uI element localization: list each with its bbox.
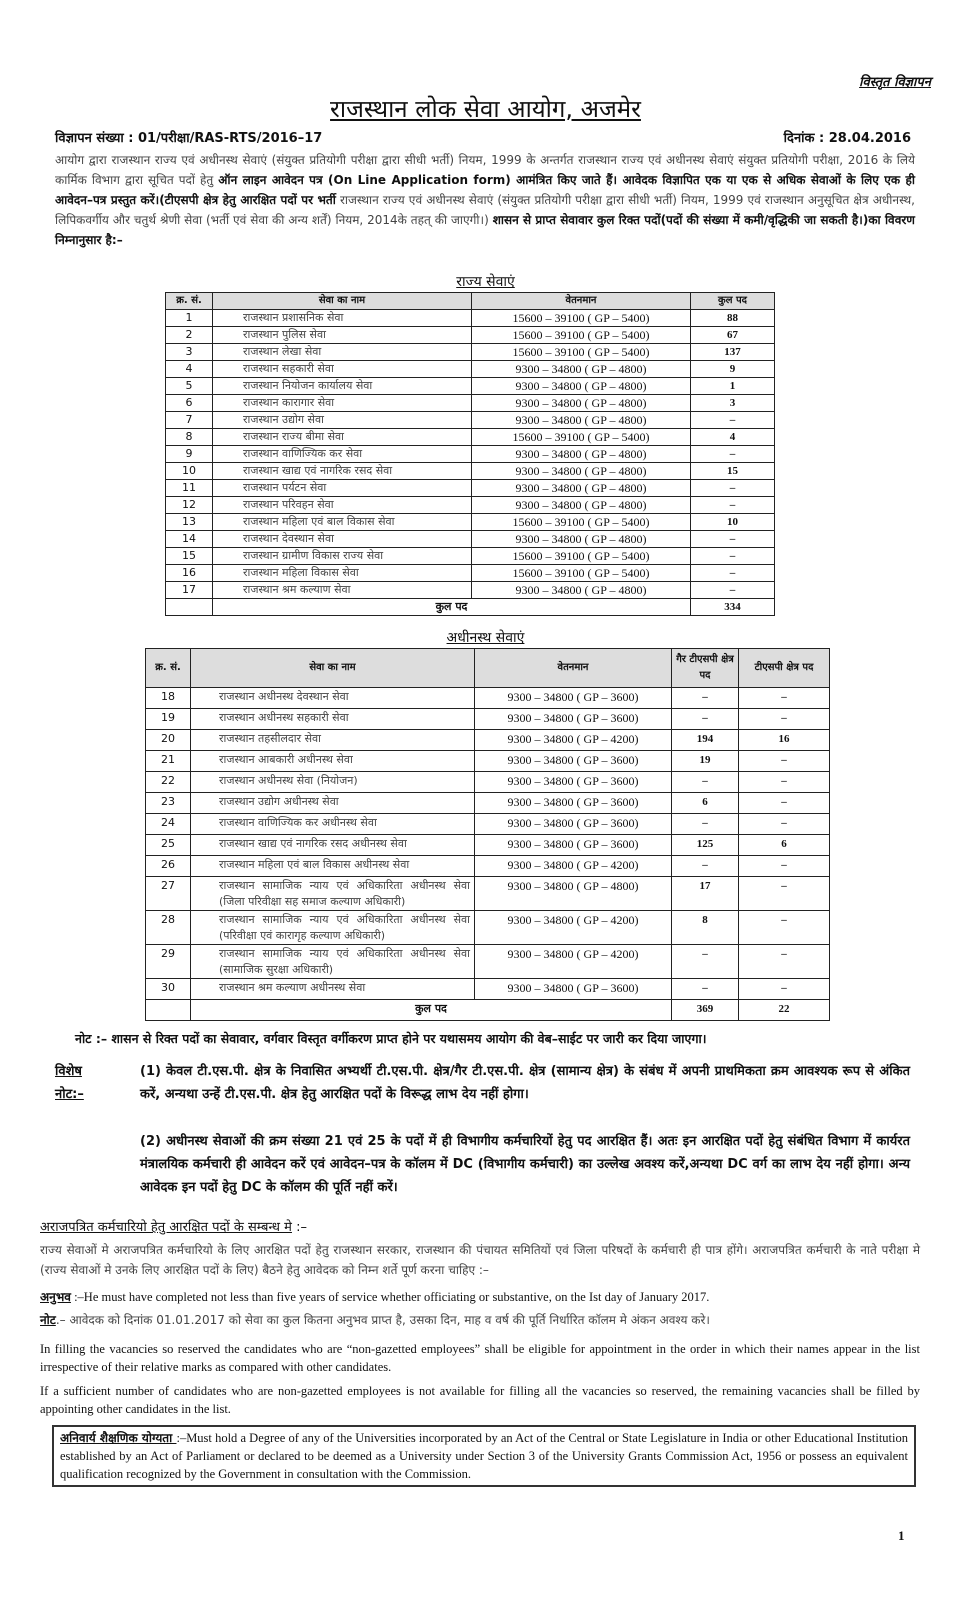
table-cell: 9300 – 34800 ( GP – 4800) <box>472 497 691 514</box>
table-cell: राजस्थान महिला विकास सेवा <box>213 565 472 582</box>
total-label: कुल पद <box>213 599 691 616</box>
detailed-ad-tag: विस्तृत विज्ञापन <box>859 75 931 90</box>
subordinate-services-heading: अधीनस्थ सेवाएं <box>446 630 525 646</box>
table-cell: 4 <box>691 429 775 446</box>
table-row <box>166 582 775 599</box>
table-row <box>166 429 775 446</box>
table-cell: – <box>739 979 830 1000</box>
table-cell: 15600 – 39100 ( GP – 5400) <box>472 327 691 344</box>
total-label: कुल पद <box>191 1000 672 1021</box>
table-cell: 15600 – 39100 ( GP – 5400) <box>472 548 691 565</box>
table-cell: – <box>691 531 775 548</box>
table-cell: – <box>739 793 830 814</box>
table-cell: 9300 – 34800 ( GP – 4800) <box>475 877 672 911</box>
table-cell: राजस्थान अधीनस्थ सहकारी सेवा <box>191 709 475 730</box>
table-cell: 9300 – 34800 ( GP – 4200) <box>475 945 672 979</box>
table-cell: राजस्थान तहसीलदार सेवा <box>191 730 475 751</box>
table-cell: 2 <box>166 327 213 344</box>
table-cell: – <box>739 751 830 772</box>
table-cell: 9300 – 34800 ( GP – 3600) <box>475 979 672 1000</box>
page-title: राजस्थान लोक सेवा आयोग, अजमेर <box>330 95 641 123</box>
intro-text-1: आयोग द्वारा राजस्थान राज्य एवं अधीनस्थ सेवाएं (संयुक्त प्रतियोगी परीक्षा द्वारा सीधी भर्ती) नियम, 1999 के अन्तर्गत राजस्थान राज्य एवं अधीनस्थ सेवाएं संयुक्त प्रतियोगी परीक्षा, 2016 के लिये कार्मिक विभाग द्वारा सूचित पदों हेतु <box>55 153 915 187</box>
table-row <box>146 877 830 911</box>
table-cell: – <box>672 856 739 877</box>
table-cell: – <box>691 480 775 497</box>
table-row <box>146 709 830 730</box>
table-cell: 9300 – 34800 ( GP – 4800) <box>472 378 691 395</box>
table-cell: 17 <box>672 877 739 911</box>
table-row <box>146 751 830 772</box>
table-cell: 3 <box>166 344 213 361</box>
special-note-label-text: विशेष नोट:– <box>55 1064 84 1102</box>
table-cell: राजस्थान नियोजन कार्यालय सेवा <box>213 378 472 395</box>
table-cell: 9300 – 34800 ( GP – 4200) <box>475 856 672 877</box>
table-cell: 88 <box>691 310 775 327</box>
table-cell: राजस्थान सामाजिक न्याय एवं अधिकारिता अधीनस्थ सेवा (परिवीक्षा एवं कारागृह कल्याण अधिकारी) <box>191 911 475 945</box>
table-row <box>166 548 775 565</box>
col-header: गैर टीएसपी क्षेत्र पद <box>672 649 739 688</box>
table-row <box>166 531 775 548</box>
special-note-2: (2) अधीनस्थ सेवाओं की क्रम संख्या 21 एवं 25 के पदों में ही विभागीय कर्मचारियों हेतु पद आरक्षित हैं। अतः इन आरक्षित पदों हेतु संबंधित विभाग में कार्यरत मंत्रालयिक कर्मचारी ही आवेदन करें एवं आवेदन–पत्र के कॉलम में DC (विभागीय कर्मचारी) का उल्लेख अवश्य करें,अन्यथा DC वर्ग का लाभ देय नहीं होगा। अन्य आवेदक इन पदों हेतु DC के कॉलम की पूर्ति नहीं करें। <box>140 1134 910 1195</box>
table-cell: 9300 – 34800 ( GP – 4800) <box>472 446 691 463</box>
table-cell: 1 <box>166 310 213 327</box>
qualification-label: अनिवार्य शैक्षणिक योग्यता <box>60 1431 177 1445</box>
col-header: टीएसपी क्षेत्र पद <box>739 649 830 688</box>
table-cell: राजस्थान महिला एवं बाल विकास अधीनस्थ सेवा <box>191 856 475 877</box>
table-cell: – <box>739 688 830 709</box>
table-cell: – <box>672 979 739 1000</box>
non-gazetted-paragraph: राज्य सेवाओं मे अराजपत्रित कर्मचारियो के लिए आरक्षित पदों हेतु राजस्थान सरकार, राजस्थान की पंचायत समितियों एवं जिला परिषदों के कर्मचारी ही पात्र होंगे। अराजपत्रित कर्मचारी के नाते परीक्षा मे (राज्य सेवाओं मे उनके लिए आरक्षित पदों के लिए) बैठने हेतु आवेदक को निम्न शर्ते पूर्ण करना चाहिए :– <box>40 1243 920 1277</box>
table-cell: 5 <box>166 378 213 395</box>
table-cell: 9300 – 34800 ( GP – 3600) <box>475 688 672 709</box>
table-row <box>146 688 830 709</box>
state-services-heading: राज्य सेवाएं <box>456 274 515 290</box>
advertisement-date: दिनांक : 28.04.2016 <box>783 131 911 146</box>
total-non-tsp: 369 <box>672 1000 739 1021</box>
note-line <box>40 1310 920 1330</box>
table-cell: 9300 – 34800 ( GP – 4800) <box>472 531 691 548</box>
table-cell: 25 <box>146 835 191 856</box>
intro-bold-2: शासन से प्राप्त सेवावार कुल रिक्त पदों(पदों की संख्या में कमी/वृद्धिकी जा सकती है।)का विवरण निम्नानुसार है:– <box>55 213 915 247</box>
qualification-box <box>52 1425 916 1487</box>
heading-suffix: :– <box>291 1220 307 1235</box>
table-cell: 12 <box>166 497 213 514</box>
table-cell: 19 <box>672 751 739 772</box>
table-cell: – <box>691 548 775 565</box>
table-cell: 18 <box>146 688 191 709</box>
table-cell: 6 <box>739 835 830 856</box>
table-cell: – <box>691 565 775 582</box>
table-cell: 6 <box>672 793 739 814</box>
table-cell: 9300 – 34800 ( GP – 4800) <box>472 395 691 412</box>
table-cell: 4 <box>166 361 213 378</box>
table-cell: 15600 – 39100 ( GP – 5400) <box>472 429 691 446</box>
table-cell: राजस्थान पर्यटन सेवा <box>213 480 472 497</box>
table-cell: 15600 – 39100 ( GP – 5400) <box>472 344 691 361</box>
table-row <box>166 480 775 497</box>
table-row <box>146 730 830 751</box>
table-cell: 1 <box>691 378 775 395</box>
table-row <box>166 395 775 412</box>
col-header: सेवा का नाम <box>191 649 475 688</box>
table-row <box>166 378 775 395</box>
table-cell: राजस्थान सामाजिक न्याय एवं अधिकारिता अधीनस्थ सेवा (जिला परिवीक्षा सह समाज कल्याण अधिकारी) <box>191 877 475 911</box>
col-header: क्र. सं. <box>146 649 191 688</box>
table-cell: 20 <box>146 730 191 751</box>
table-row <box>146 793 830 814</box>
table-cell: 24 <box>146 814 191 835</box>
english-para-1: In filling the vacancies so reserved the candidates who are “non-gazetted employees” shall be eligible for appointment in the order in which their names appear in the list irrespective of their relative marks as compared with other candidates. <box>40 1342 920 1374</box>
table-cell: राजस्थान पुलिस सेवा <box>213 327 472 344</box>
empty-cell <box>166 599 213 616</box>
table-cell: 8 <box>672 911 739 945</box>
table-cell: 8 <box>166 429 213 446</box>
table-cell: – <box>739 911 830 945</box>
table-cell: – <box>672 688 739 709</box>
table-row <box>146 945 830 979</box>
table-cell: 15600 – 39100 ( GP – 5400) <box>472 310 691 327</box>
table-cell: – <box>739 945 830 979</box>
table-cell: 137 <box>691 344 775 361</box>
total-row <box>146 1000 830 1021</box>
table-cell: 9300 – 34800 ( GP – 3600) <box>475 835 672 856</box>
empty-cell <box>146 1000 191 1021</box>
table-cell: राजस्थान खाद्य एवं नागरिक रसद सेवा <box>213 463 472 480</box>
table-cell: – <box>691 497 775 514</box>
table-cell: 9300 – 34800 ( GP – 3600) <box>475 814 672 835</box>
table-cell: राजस्थान अधीनस्थ देवस्थान सेवा <box>191 688 475 709</box>
experience-line <box>40 1288 920 1306</box>
table-cell: – <box>672 772 739 793</box>
table-cell: राजस्थान वाणिज्यिक कर अधीनस्थ सेवा <box>191 814 475 835</box>
table-row <box>166 446 775 463</box>
table-cell: 19 <box>146 709 191 730</box>
table-cell: 67 <box>691 327 775 344</box>
table-cell: राजस्थान राज्य बीमा सेवा <box>213 429 472 446</box>
table-cell: 6 <box>166 395 213 412</box>
table-cell: 26 <box>146 856 191 877</box>
table-cell: 9300 – 34800 ( GP – 4800) <box>472 480 691 497</box>
table-cell: 30 <box>146 979 191 1000</box>
table-cell: 9 <box>691 361 775 378</box>
table-cell: राजस्थान वाणिज्यिक कर सेवा <box>213 446 472 463</box>
table-cell: राजस्थान उद्योग सेवा <box>213 412 472 429</box>
table-row <box>166 497 775 514</box>
table-cell: – <box>672 709 739 730</box>
table-row <box>146 979 830 1000</box>
non-gazetted-heading-text: अराजपत्रित कर्मचारियो हेतु आरक्षित पदों के सम्बन्ध मे <box>40 1220 292 1235</box>
table-cell: 9300 – 34800 ( GP – 4800) <box>472 463 691 480</box>
table-cell: – <box>672 945 739 979</box>
total-tsp: 22 <box>739 1000 830 1021</box>
col-header: कुल पद <box>691 293 775 310</box>
table-cell: राजस्थान कारागार सेवा <box>213 395 472 412</box>
subordinate-services-table <box>145 648 830 1021</box>
note-label: नोट <box>40 1313 56 1327</box>
table-cell: 29 <box>146 945 191 979</box>
table-cell: 125 <box>672 835 739 856</box>
table-cell: 10 <box>691 514 775 531</box>
english-para-2: If a sufficient number of candidates who are non-gazetted employees is not available for filling all the vacancies so reserved, the remaining vacancies shall be filled by appointing other candidates in the list. <box>40 1384 920 1416</box>
table-cell: 11 <box>166 480 213 497</box>
table-row <box>146 856 830 877</box>
table-cell: – <box>739 772 830 793</box>
table-cell: 9300 – 34800 ( GP – 4800) <box>472 361 691 378</box>
table-cell: 9300 – 34800 ( GP – 3600) <box>475 751 672 772</box>
col-header: वेतनमान <box>472 293 691 310</box>
table-cell: राजस्थान श्रम कल्याण अधीनस्थ सेवा <box>191 979 475 1000</box>
table-cell: – <box>739 856 830 877</box>
total-value: 334 <box>691 599 775 616</box>
table-cell: 9 <box>166 446 213 463</box>
col-header: क्र. सं. <box>166 293 213 310</box>
table-cell: 21 <box>146 751 191 772</box>
table-cell: – <box>691 412 775 429</box>
table-cell: राजस्थान ग्रामीण विकास राज्य सेवा <box>213 548 472 565</box>
note-text: .– आवेदक को दिनांक 01.01.2017 को सेवा का कुल कितना अनुभव प्राप्त है, उसका दिन, माह व वर्ष की पूर्ति निर्धारित कॉलम मे अंकन अवश्य करे। <box>55 1313 710 1327</box>
table-cell: – <box>739 814 830 835</box>
table-row <box>146 835 830 856</box>
table-row <box>166 361 775 378</box>
state-services-table <box>165 292 775 616</box>
table-cell: 7 <box>166 412 213 429</box>
table-row <box>166 514 775 531</box>
experience-text: :–He must have completed not less than five years of service whether officiating or substantive, on the Ist day of January 2017. <box>70 1290 710 1304</box>
intro-paragraph <box>55 150 915 250</box>
table-row <box>166 344 775 361</box>
table-cell: 9300 – 34800 ( GP – 3600) <box>475 709 672 730</box>
table-row <box>146 772 830 793</box>
table-cell: 22 <box>146 772 191 793</box>
special-note-label <box>55 1060 115 1106</box>
advertisement-number: विज्ञापन संख्या : 01/परीक्षा/RAS-RTS/2016–17 <box>55 131 323 146</box>
table-cell: 15600 – 39100 ( GP – 5400) <box>472 514 691 531</box>
col-header: वेतनमान <box>475 649 672 688</box>
table-cell: राजस्थान परिवहन सेवा <box>213 497 472 514</box>
table-cell: 9300 – 34800 ( GP – 3600) <box>475 772 672 793</box>
table-cell: राजस्थान श्रम कल्याण सेवा <box>213 582 472 599</box>
table-cell: – <box>691 446 775 463</box>
table-cell: 28 <box>146 911 191 945</box>
table-cell: 13 <box>166 514 213 531</box>
table-cell: राजस्थान आबकारी अधीनस्थ सेवा <box>191 751 475 772</box>
table-cell: 17 <box>166 582 213 599</box>
special-note-1: (1) केवल टी.एस.पी. क्षेत्र के निवासित अभ्यर्थी टी.एस.पी. क्षेत्र/गैर टी.एस.पी. क्षेत्र (सामान्य क्षेत्र) के संबंध में अपनी प्राथमिकता क्रम आवश्यक रूप से अंकित करें, अन्यथा उन्हें टी.एस.पी. क्षेत्र हेतु आरक्षित पदों के विरूद्ध लाभ देय नहीं होगा। <box>140 1064 910 1102</box>
table-cell: 15600 – 39100 ( GP – 5400) <box>472 565 691 582</box>
table-cell: 3 <box>691 395 775 412</box>
non-gazetted-heading <box>40 1217 307 1235</box>
table-cell: राजस्थान देवस्थान सेवा <box>213 531 472 548</box>
table-cell: राजस्थान महिला एवं बाल विकास सेवा <box>213 514 472 531</box>
intro-text-2: राजस्थान राज्य एवं अधीनस्थ सेवाएं (संयुक्त प्रतियोगी परीक्षा द्वारा सीधी भर्ती) नियम, 1999 एवं राजस्थान अनुसूचित क्षेत्र अधीनस्थ, लिपिकवर्गीय और चतुर्थ श्रेणी सेवा (भर्ती एवं सेवा की अन्य शर्तें) नियम, 2014के तहत् की जाएगी।) <box>55 193 915 227</box>
table-cell: 15 <box>166 548 213 565</box>
table-cell: राजस्थान प्रशासनिक सेवा <box>213 310 472 327</box>
table-row <box>166 463 775 480</box>
table-cell: 194 <box>672 730 739 751</box>
table-row <box>146 911 830 945</box>
table-cell: 14 <box>166 531 213 548</box>
table-cell: राजस्थान अधीनस्थ सेवा (नियोजन) <box>191 772 475 793</box>
page-number: 1 <box>898 1528 905 1543</box>
table-cell: – <box>691 582 775 599</box>
table-cell: – <box>672 814 739 835</box>
table-row <box>166 565 775 582</box>
table-cell: 16 <box>166 565 213 582</box>
intro-bold-1: ऑन लाइन आवेदन पत्र (On Line Application form) आमंत्रित किए जाते हैं। आवेदक विज्ञापित एक या एक से अधिक सेवाओं के लिए एक ही आवेदन–पत्र प्रस्तुत करें।(टीएसपी क्षेत्र हेतु आरक्षित पदों पर भर्ती <box>55 173 915 207</box>
table-cell: – <box>739 877 830 911</box>
table-cell: 23 <box>146 793 191 814</box>
table-row <box>166 327 775 344</box>
table-cell: राजस्थान लेखा सेवा <box>213 344 472 361</box>
table-cell: राजस्थान उद्योग अधीनस्थ सेवा <box>191 793 475 814</box>
table-cell: राजस्थान सहकारी सेवा <box>213 361 472 378</box>
table-cell: राजस्थान खाद्य एवं नागरिक रसद अधीनस्थ सेवा <box>191 835 475 856</box>
table-cell: – <box>739 709 830 730</box>
table-cell: 16 <box>739 730 830 751</box>
table-row <box>166 412 775 429</box>
table-cell: 10 <box>166 463 213 480</box>
table-row <box>166 310 775 327</box>
table-cell: 9300 – 34800 ( GP – 4200) <box>475 911 672 945</box>
table-row <box>146 814 830 835</box>
table-cell: 9300 – 34800 ( GP – 4200) <box>475 730 672 751</box>
col-header: सेवा का नाम <box>213 293 472 310</box>
qualification-text: :–Must hold a Degree of any of the Universities incorporated by an Act of the Central or State Legislature in India or other Educational Institution established by an Act of Parliament or declared to be deemed as a University under Section 3 of the University Grants Commission Act, 1956 or possess an equivalent qualification recognized by the Government in consultation with the Commission. <box>60 1431 908 1481</box>
table-cell: 9300 – 34800 ( GP – 4800) <box>472 582 691 599</box>
total-row <box>166 599 775 616</box>
table-cell: 27 <box>146 877 191 911</box>
table-cell: 9300 – 34800 ( GP – 4800) <box>472 412 691 429</box>
table-cell: 9300 – 34800 ( GP – 3600) <box>475 793 672 814</box>
table-cell: राजस्थान सामाजिक न्याय एवं अधिकारिता अधीनस्थ सेवा (सामाजिक सुरक्षा अधिकारी) <box>191 945 475 979</box>
table-cell: 15 <box>691 463 775 480</box>
experience-label: अनुभव <box>40 1290 71 1304</box>
vacancy-note: नोट :– शासन से रिक्त पदों का सेवावार, वर्गवार विस्तृत वर्गीकरण प्राप्त होने पर यथासमय आयोग की वेब–साईट पर जारी कर दिया जाएगा। <box>75 1031 707 1046</box>
